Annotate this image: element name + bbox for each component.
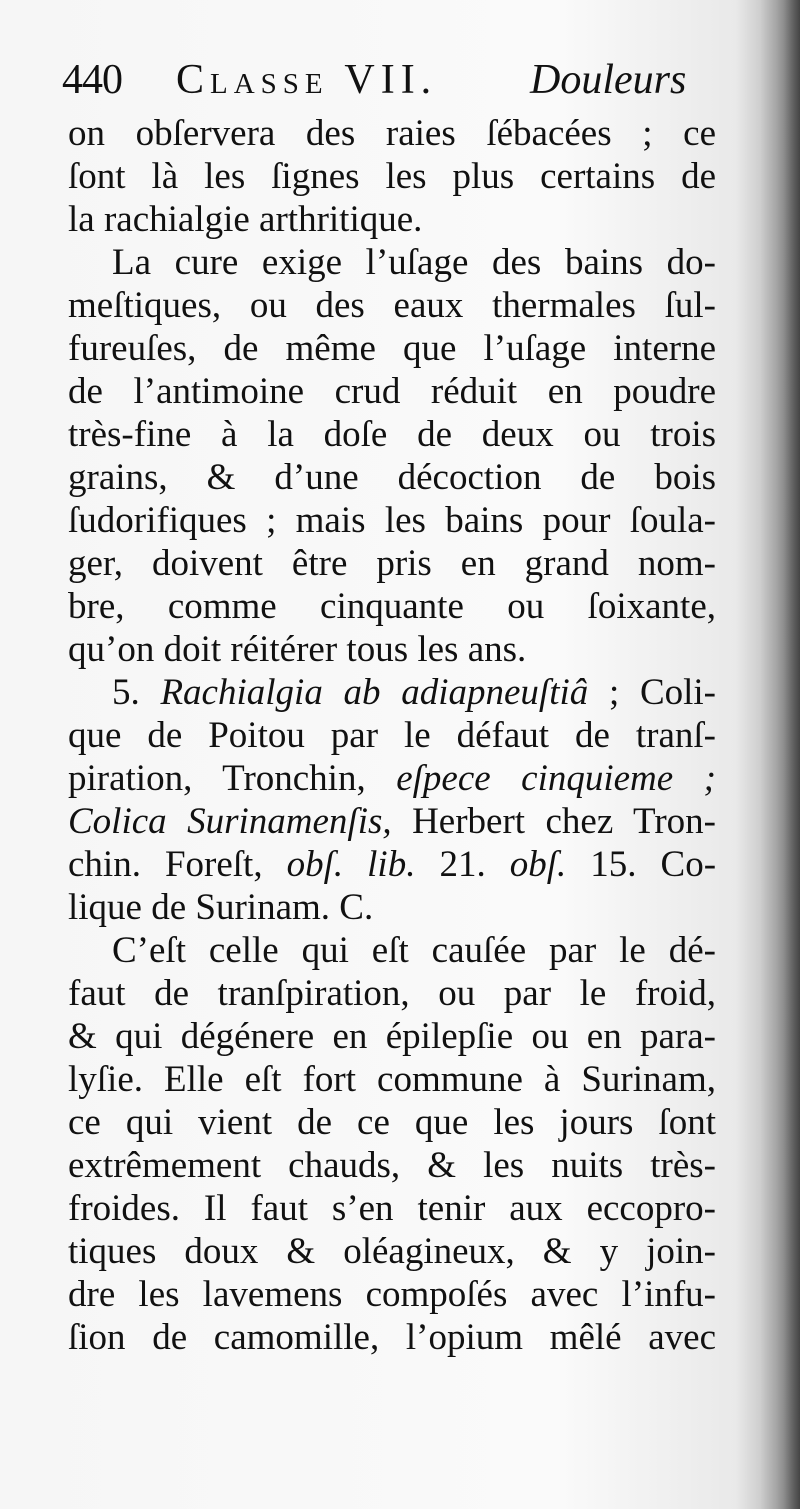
text-line: de l’antimoine crud réduit en poudre xyxy=(68,371,716,412)
text-line: ſudorifiques ; mais les bains pour ſoula- xyxy=(68,500,716,541)
text-line: ſont là les ſignes les plus certains de xyxy=(68,156,716,197)
text-line xyxy=(68,843,716,886)
text-line: meſtiques, ou des eaux thermales ſul- xyxy=(68,285,716,326)
text-line: fureuſes, de même que l’uſage interne xyxy=(68,328,716,369)
text-line: ce qui vient de ce que les jours ſont xyxy=(68,1102,716,1143)
chapter-heading: Classe VII. xyxy=(176,57,438,103)
text-span: 21. xyxy=(415,844,510,885)
text-line: & qui dégénere en épilepſie ou en para- xyxy=(68,1016,716,1057)
text-span: piration, Tronchin, xyxy=(68,758,397,799)
italic-span: Rachialgia ab adiapneuſtiâ xyxy=(160,672,589,713)
text-line: très-fine à la doſe de deux ou trois xyxy=(68,414,716,455)
page-header xyxy=(62,50,702,110)
text-line: la rachialgie arthritique. xyxy=(68,199,423,240)
text-line: tiques doux & oléagineux, & y join- xyxy=(68,1231,716,1272)
running-head: Douleurs xyxy=(530,57,687,103)
text-line: La cure exige l’uſage des bains do- xyxy=(112,242,716,283)
italic-span: obſ. xyxy=(509,844,567,885)
text-span: ; Coli- xyxy=(588,672,717,713)
text-line xyxy=(68,800,716,843)
page-number: 440 xyxy=(62,57,122,103)
text-line: lyſie. Elle eſt fort commune à Surinam, xyxy=(68,1059,716,1100)
text-span: 15. Co- xyxy=(566,844,717,885)
text-line: qu’on doit réitérer tous les ans. xyxy=(68,629,527,670)
text-line: bre, comme cinquante ou ſoixante, xyxy=(68,586,716,627)
italic-span: Colica Surinamenſis, xyxy=(68,801,392,842)
text-line: que de Poitou par le défaut de tranſ- xyxy=(68,715,716,756)
text-line: ſion de camomille, l’opium mêlé avec xyxy=(68,1317,716,1358)
text-line xyxy=(68,671,716,714)
spine-shadow xyxy=(760,0,800,1509)
text-line: C’eſt celle qui eſt cauſée par le dé- xyxy=(112,930,716,971)
text-line: grains, & d’une décoction de bois xyxy=(68,457,716,498)
text-line: extrêmement chauds, & les nuits très- xyxy=(68,1145,716,1186)
text-span: chin. Foreſt, xyxy=(68,844,287,885)
text-span: Herbert chez Tron- xyxy=(391,801,716,842)
text-line: dre les lavemens compoſés avec l’infu- xyxy=(68,1274,716,1315)
text-span: 5. xyxy=(112,672,161,713)
text-line xyxy=(68,757,716,800)
text-line: on obſervera des raies ſébacées ; ce xyxy=(68,113,716,154)
text-line: ger, doivent être pris en grand nom- xyxy=(68,543,716,584)
italic-span: obſ. lib. xyxy=(286,844,416,885)
italic-span: eſpece cinquieme ; xyxy=(396,758,716,799)
body-text xyxy=(68,112,716,1359)
text-line: faut de tranſpiration, ou par le froid, xyxy=(68,973,716,1014)
text-line: lique de Surinam. C. xyxy=(68,887,374,928)
text-line: froides. Il faut s’en tenir aux eccopro- xyxy=(68,1188,716,1229)
